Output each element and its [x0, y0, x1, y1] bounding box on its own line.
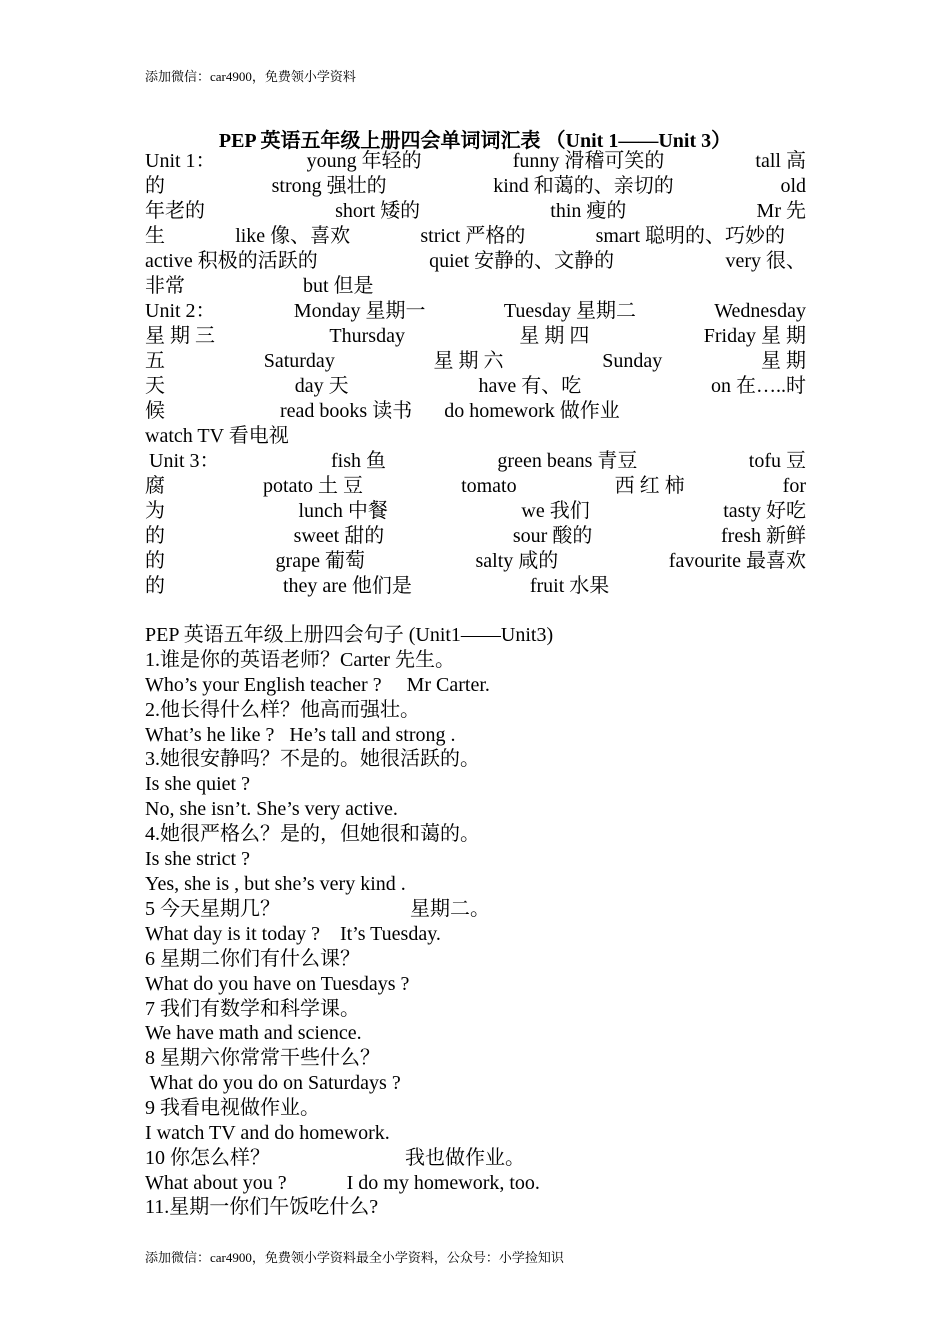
sentence-line: What’s he like ? He’s tall and strong .: [145, 724, 456, 746]
vocab-item: tasty 好吃: [723, 500, 806, 522]
vocab-line: [145, 474, 806, 499]
vocab-item: fresh 新鲜: [721, 525, 806, 547]
vocab-item: 天: [145, 375, 165, 397]
vocab-item: they are 他们是: [283, 575, 412, 597]
sentence-line: What about you ? I do my homework, too.: [145, 1172, 540, 1194]
vocab-line: [145, 174, 806, 199]
vocab-item: for: [782, 475, 806, 497]
sentence-line: 1.谁是你的英语老师？Carter 先生。: [145, 649, 455, 671]
vocab-item: Saturday: [263, 350, 335, 372]
vocab-item: quiet 安静的、文静的: [429, 250, 615, 272]
vocab-item: on 在…..时: [711, 375, 806, 397]
vocab-item: very 很、: [725, 250, 806, 272]
vocab-item: Unit 2：: [145, 300, 216, 322]
vocab-line: [145, 499, 806, 524]
vocab-item: Sunday: [602, 350, 663, 372]
vocab-item: Friday 星 期: [703, 325, 806, 347]
vocab-item: 星 期 三: [145, 325, 215, 347]
vocab-item: green beans 青豆: [497, 450, 638, 472]
sentences-title: PEP 英语五年级上册四会句子 (Unit1——Unit3): [145, 624, 554, 646]
sentence-line: We have math and science.: [145, 1022, 362, 1044]
sentence-line: 11.星期一你们午饭吃什么?: [145, 1196, 379, 1218]
vocab-item: Tuesday 星期二: [503, 300, 636, 322]
vocab-item: Thursday: [329, 325, 405, 347]
vocab-line: [145, 249, 806, 274]
vocab-item: day 天: [294, 375, 349, 397]
vocab-line: [145, 199, 806, 224]
vocab-line: [145, 549, 806, 574]
vocab-line: [145, 399, 620, 424]
vocab-line: [145, 224, 785, 249]
vocab-item: but 但是: [303, 275, 374, 297]
vocab-item: young 年轻的: [306, 150, 422, 172]
vocab-line: [145, 349, 806, 374]
vocab-item: watch TV 看电视: [145, 425, 289, 447]
vocab-item: Unit 1：: [145, 150, 216, 172]
vocab-item: 腐: [145, 475, 165, 497]
sentence-line: 4.她很严格么？是的，但她很和蔼的。: [145, 823, 480, 845]
vocab-line: [145, 524, 806, 549]
vocab-item: strong 强壮的: [271, 175, 387, 197]
vocab-item: Mr 先: [756, 200, 806, 222]
vocab-line: [145, 299, 806, 324]
page-footer: 添加微信：car4900，免费领小学资料最全小学资料，公众号：小学捡知识: [145, 1250, 564, 1265]
vocab-item: active 积极的活跃的: [145, 250, 318, 272]
sentence-line: Yes, she is , but she’s very kind .: [145, 873, 406, 895]
sentence-line: 7 我们有数学和科学课。: [145, 998, 360, 1020]
sentence-line: 2.他长得什么样？他高而强壮。: [145, 699, 420, 721]
vocab-item: Unit 3：: [149, 450, 220, 472]
vocab-item: Wednesday: [714, 300, 806, 322]
vocab-item: tall 高: [755, 150, 806, 172]
vocab-item: short 矮的: [335, 200, 421, 222]
sentence-line: What do you have on Tuesdays ?: [145, 973, 410, 995]
vocab-item: 的: [145, 575, 165, 597]
vocab-item: 星 期 六: [433, 350, 504, 372]
sentence-line: What day is it today ? It’s Tuesday.: [145, 923, 441, 945]
vocab-item: old: [780, 175, 806, 197]
vocab-item: Monday 星期一: [293, 300, 426, 322]
vocab-line: [145, 574, 609, 599]
vocab-item: favourite 最喜欢: [668, 550, 806, 572]
vocab-item: 星 期 四: [519, 325, 590, 347]
sentence-line: Is she strict ?: [145, 848, 250, 870]
sentence-line: What do you do on Saturdays ?: [145, 1072, 401, 1094]
vocab-item: 候: [145, 400, 165, 422]
sentence-line: No, she isn’t. She’s very active.: [145, 798, 398, 820]
vocab-item: 为: [145, 500, 165, 522]
vocab-item: sour 酸的: [512, 525, 593, 547]
sentence-line: 8 星期六你常常干些什么？: [145, 1047, 380, 1069]
vocab-item: have 有、吃: [478, 375, 582, 397]
sentence-line: Is she quiet ?: [145, 773, 250, 795]
vocab-item: 的: [145, 550, 165, 572]
vocab-item: strict 严格的: [420, 225, 526, 247]
vocab-line: [145, 374, 806, 399]
sentence-line: 9 我看电视做作业。: [145, 1097, 320, 1119]
vocab-title: PEP 英语五年级上册四会单词词汇表 （Unit 1——Unit 3）: [218, 130, 732, 152]
vocab-item: fish 鱼: [330, 450, 386, 472]
vocab-item: funny 滑稽可笑的: [512, 150, 665, 172]
vocab-item: tofu 豆: [748, 450, 806, 472]
vocab-line: [145, 149, 806, 174]
vocab-item: sweet 甜的: [293, 525, 385, 547]
vocab-item: 的: [145, 525, 165, 547]
vocab-item: 星 期: [760, 350, 806, 372]
vocab-item: 生: [145, 225, 165, 247]
vocab-line: [149, 449, 806, 474]
sentence-line: 6 星期二你们有什么课？: [145, 948, 360, 970]
vocab-item: read books 读书: [280, 400, 413, 422]
vocab-item: lunch 中餐: [298, 500, 388, 522]
page-header: 添加微信：car4900，免费领小学资料: [145, 69, 356, 84]
sentence-line: 5 今天星期几？ 星期二。: [145, 898, 490, 920]
vocab-item: kind 和蔼的、亲切的: [493, 175, 674, 197]
vocab-item: thin 瘦的: [550, 200, 627, 222]
vocab-item: 年老的: [145, 200, 205, 222]
vocab-item: like 像、喜欢: [235, 225, 351, 247]
vocab-item: salty 咸的: [475, 550, 559, 572]
sentence-line: I watch TV and do homework.: [145, 1122, 390, 1144]
vocab-line: [145, 324, 806, 349]
vocab-item: grape 葡萄: [275, 550, 365, 572]
vocab-item: we 我们: [521, 500, 590, 522]
vocab-item: fruit 水果: [529, 575, 610, 597]
vocab-line: [145, 424, 289, 449]
vocab-line: [145, 274, 374, 299]
sentence-line: 3.她很安静吗？不是的。她很活跃的。: [145, 748, 480, 770]
sentence-line: 10 你怎么样？ 我也做作业。: [145, 1147, 525, 1169]
vocab-item: smart 聪明的、巧妙的: [595, 225, 785, 247]
vocab-item: 五: [145, 350, 165, 372]
vocab-item: tomato: [461, 475, 517, 497]
sentence-line: Who’s your English teacher ? Mr Carter.: [145, 674, 490, 696]
vocab-item: 西 红 柿: [614, 475, 685, 497]
vocab-item: 非常: [145, 275, 185, 297]
vocab-item: do homework 做作业: [444, 400, 620, 422]
vocab-item: potato 土 豆: [263, 475, 364, 497]
vocab-item: 的: [145, 175, 165, 197]
